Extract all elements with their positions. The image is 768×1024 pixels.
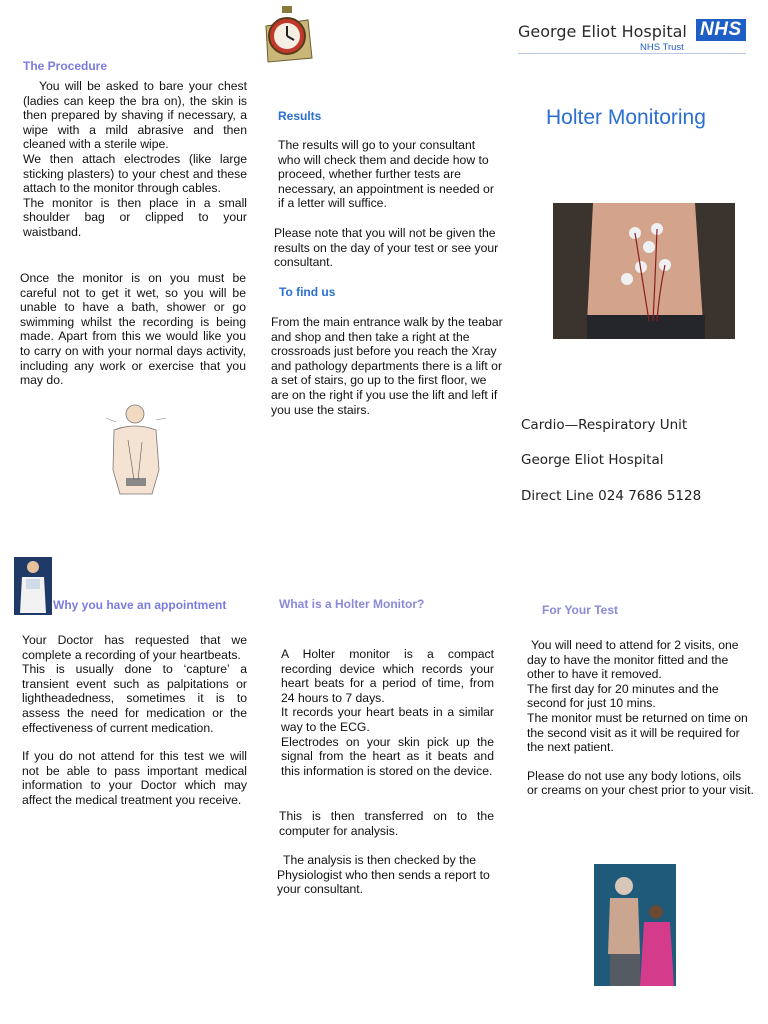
- procedure-p3: The monitor is then place in a small shoulder bag or clipped to your waistband.: [23, 195, 247, 239]
- your-test-p1: You will need to attend for 2 visits, one day to have the monitor fitted and the other to have it removed.: [527, 638, 739, 682]
- procedure-text: [23, 79, 247, 240]
- holter-text: [281, 647, 494, 778]
- procedure-p4: Once the monitor is on you must be careful not to get it wet, so you will be unable to have a bath, shower or go swimming whilst the recording is being made. Apart from this we would like you to carry on with your normal days activity, including any work or exercise that you may do.: [20, 271, 246, 388]
- chest-electrodes-photo: [553, 203, 735, 339]
- procedure-heading: The Procedure: [23, 59, 108, 73]
- contact-unit: Cardio—Respiratory Unit: [521, 417, 688, 433]
- appointment-heading: Why you have an appointment: [53, 598, 227, 612]
- hospital-logo-name: George Eliot Hospital: [518, 22, 687, 41]
- your-test-p2: The first day for 20 minutes and the second for just 10 mins.: [527, 681, 719, 711]
- page-title: Holter Monitoring: [546, 106, 706, 129]
- appointment-text: [22, 633, 247, 808]
- appointment-p2: This is usually done to ‘capture’ a transient event such as palpitations or lightheadedness, sometimes it is to assess the need for medication or the effectiveness of current medication.: [22, 662, 247, 735]
- patient-nurse-photo: [594, 864, 676, 986]
- procedure-p2: We then attach electrodes (like large sticking plasters) to your chest and these attach to the monitor through cables.: [23, 151, 247, 196]
- your-test-heading: For Your Test: [542, 603, 619, 617]
- your-test-p3: The monitor must be returned on time on the second visit as it will be required for the next patient.: [527, 710, 748, 755]
- holter-p3: Electrodes on your skin pick up the signal from the heart as it beats and this information is stored on the device.: [281, 734, 494, 778]
- holter-p5: The analysis is then checked by the Physiologist who then sends a report to your consultant.: [277, 853, 490, 897]
- holter-heading: What is a Holter Monitor?: [279, 597, 425, 611]
- appointment-p3: If you do not attend for this test we will not be able to pass important medical information to your Doctor which may affect the medical treatment you receive.: [22, 749, 247, 807]
- clock-clipart: [262, 6, 314, 64]
- holter-p2: It records your heart beats in a similar way to the ECG.: [281, 705, 494, 734]
- holter-p4: This is then transferred on to the computer for analysis.: [279, 809, 494, 838]
- doctor-clipart: [14, 557, 52, 615]
- your-test-p4: Please do not use any body lotions, oils or creams on your chest prior to your visit.: [527, 768, 754, 798]
- contact-hospital: George Eliot Hospital: [521, 452, 664, 468]
- find-us-p1: From the main entrance walk by the teabar and shop and then take a right at the crossroads just before you reach the Xray and pathology departments there is a lift or a set of stairs, go up to the first floor, we are on the right if you use the lift and left if you use the stairs.: [271, 315, 503, 417]
- results-p2: Please note that you will not be given the results on the day of your test or see your consultant.: [274, 226, 499, 270]
- your-test-text: [527, 638, 755, 798]
- nhs-trust-label: NHS Trust: [640, 42, 684, 53]
- appointment-p1: Your Doctor has requested that we complete a recording of your heartbeats.: [22, 633, 247, 662]
- results-p1: The results will go to your consultant who will check them and decide how to proceed, whether further tests are necessary, an appointment is needed or if a letter will suffice.: [278, 138, 494, 211]
- man-with-monitor-illustration: [104, 400, 170, 500]
- logo-underline: [518, 53, 746, 54]
- nhs-logo: NHS: [696, 19, 746, 41]
- find-us-heading: To find us: [279, 285, 336, 299]
- results-heading: Results: [278, 109, 322, 123]
- procedure-text-2: [20, 271, 246, 388]
- holter-p1: A Holter monitor is a compact recording device which records your heart beats for a period of time, from 24 hours to 7 days.: [281, 647, 494, 705]
- contact-phone: Direct Line 024 7686 5128: [521, 488, 702, 504]
- procedure-p1: You will be asked to bare your chest (ladies can keep the bra on), the skin is then prepared by shaving if necessary, a wipe with a mild abrasive and then cleaned with a sterile wipe.: [23, 79, 247, 152]
